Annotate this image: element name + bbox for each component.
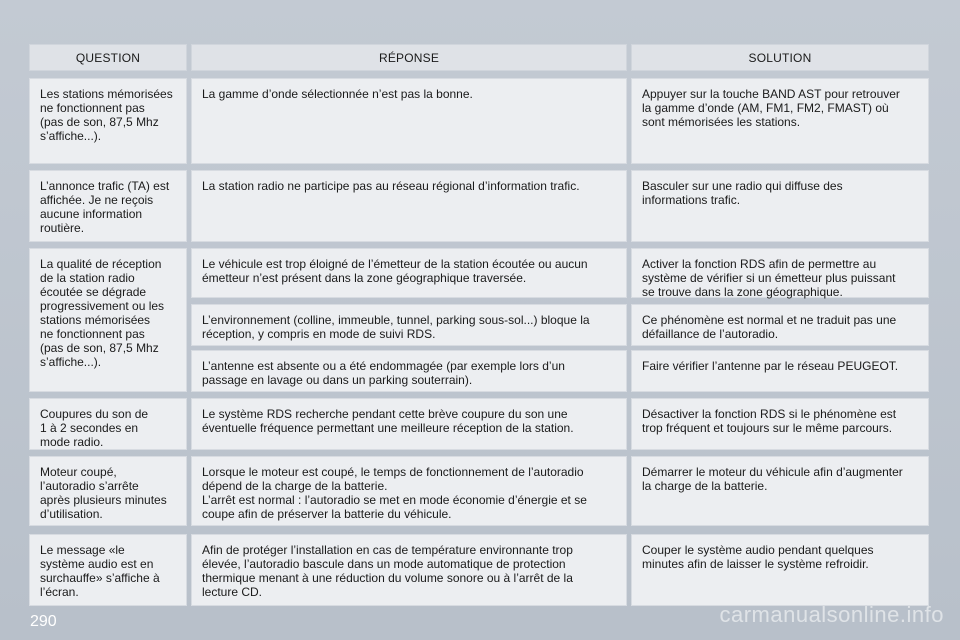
reponse-cell: L’antenne est absente ou a été endommagée (par exemple lors d’un passage en lavage ou dans un parking souterrain). [191,350,627,392]
reponse-cell: Le système RDS recherche pendant cette brève coupure du son une éventuelle fréquence permettant une meilleure réception de la station. [191,398,627,450]
solution-cell: Ce phénomène est normal et ne traduit pas une défaillance de l’autoradio. [631,304,929,346]
header-question: QUESTION [29,44,187,71]
solution-cell: Appuyer sur la touche BAND AST pour retrouver la gamme d’onde (AM, FM1, FM2, FMAST) où sont mémorisées les stations. [631,78,929,164]
reponse-cell: Le véhicule est trop éloigné de l’émetteur de la station écoutée ou aucun émetteur n’est présent dans la zone géographique traversée. [191,248,627,298]
question-cell: Les stations mémorisées ne fonctionnent pas (pas de son, 87,5 Mhz s’affiche...). [29,78,187,164]
reponse-cell: Lorsque le moteur est coupé, le temps de fonctionnement de l’autoradio dépend de la charge de la batterie. L’arrêt est normal : l’autoradio se met en mode économie d’énergie et se coupe afin de préserver la batterie du véhicule. [191,456,627,526]
reponse-cell: La gamme d’onde sélectionnée n’est pas la bonne. [191,78,627,164]
solution-cell: Basculer sur une radio qui diffuse des informations trafic. [631,170,929,242]
reponse-cell: La station radio ne participe pas au réseau régional d’information trafic. [191,170,627,242]
watermark: carmanualsonline.info [719,602,944,627]
header-solution: SOLUTION [631,44,929,71]
question-cell: L’annonce trafic (TA) est affichée. Je ne reçois aucune information routière. [29,170,187,242]
solution-cell: Désactiver la fonction RDS si le phénomène est trop fréquent et toujours sur le même parcours. [631,398,929,450]
reponse-cell: L’environnement (colline, immeuble, tunnel, parking sous-sol...) bloque la réception, y compris en mode de suivi RDS. [191,304,627,346]
question-cell: Le message «le système audio est en surchauffe» s’affiche à l’écran. [29,534,187,606]
solution-cell: Démarrer le moteur du véhicule afin d’augmenter la charge de la batterie. [631,456,929,526]
question-cell: La qualité de réception de la station radio écoutée se dégrade progressivement ou les stations mémorisées ne fonctionnent pas (pas de son, 87,5 Mhz s’affiche...). [29,248,187,392]
reponse-cell: Afin de protéger l’installation en cas de température environnante trop élevée, l’autoradio bascule dans un mode automatique de protection thermique menant à une réduction du volume sonore ou à l’arrêt de la lecture CD. [191,534,627,606]
solution-cell: Couper le système audio pendant quelques minutes afin de laisser le système refroidir. [631,534,929,606]
page-number: 290 [30,613,57,630]
header-reponse: RÉPONSE [191,44,627,71]
question-cell: Coupures du son de 1 à 2 secondes en mode radio. [29,398,187,450]
solution-cell: Activer la fonction RDS afin de permettre au système de vérifier si un émetteur plus puissant se trouve dans la zone géographique. [631,248,929,298]
solution-cell: Faire vérifier l’antenne par le réseau PEUGEOT. [631,350,929,392]
question-cell: Moteur coupé, l’autoradio s’arrête après plusieurs minutes d’utilisation. [29,456,187,526]
